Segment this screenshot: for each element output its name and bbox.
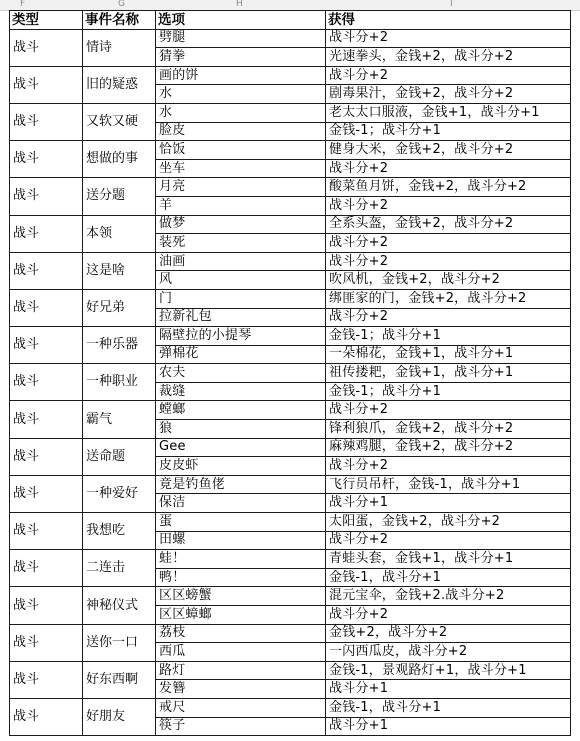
reward-cell[interactable]: 酸菜鱼月饼，金钱+2，战斗分+2 <box>326 178 571 197</box>
type-cell[interactable]: 战斗 <box>10 624 83 661</box>
option-cell[interactable]: 竟是钓鱼佬 <box>156 475 326 494</box>
reward-cell[interactable]: 老太太口服液，金钱+1，战斗分+1 <box>326 103 571 122</box>
table-row <box>10 215 571 234</box>
reward-cell[interactable]: 金钱-1；战斗分+1 <box>326 122 571 141</box>
reward-cell[interactable]: 战斗分+2 <box>326 196 571 215</box>
column-letter-h[interactable]: H <box>236 0 243 9</box>
header-row <box>10 11 571 30</box>
type-cell[interactable]: 战斗 <box>10 252 83 289</box>
option-cell[interactable]: 蛋 <box>156 513 326 532</box>
event-name-cell[interactable]: 送命题 <box>83 438 156 475</box>
reward-cell[interactable]: 祖传搂耙，金钱+1，战斗分+1 <box>326 364 571 383</box>
table-row <box>10 438 571 457</box>
option-cell[interactable]: 门 <box>156 289 326 308</box>
reward-cell[interactable]: 飞行员吊杆，金钱-1，战斗分+1 <box>326 475 571 494</box>
reward-cell[interactable]: 金钱-1，景观路灯+1，战斗分+1 <box>326 661 571 680</box>
event-table <box>9 10 571 736</box>
option-cell[interactable]: 劈腿 <box>156 29 326 48</box>
option-cell[interactable]: 风 <box>156 271 326 290</box>
option-cell[interactable]: 水 <box>156 103 326 122</box>
header-type[interactable]: 类型 <box>10 11 83 30</box>
header-reward[interactable]: 获得 <box>326 11 571 30</box>
table-row <box>10 327 571 346</box>
reward-cell[interactable]: 麻辣鸡腿，金钱+2，战斗分+2 <box>326 438 571 457</box>
reward-cell[interactable]: 金钱+2，战斗分+2 <box>326 624 571 643</box>
type-cell[interactable]: 战斗 <box>10 401 83 438</box>
reward-cell[interactable]: 战斗分+2 <box>326 159 571 178</box>
event-name-cell[interactable]: 情诗 <box>83 29 156 66</box>
reward-cell[interactable]: 青蛙头套，金钱+1，战斗分+1 <box>326 550 571 569</box>
event-name-cell[interactable]: 好朋友 <box>83 698 156 735</box>
event-name-cell[interactable]: 一种职业 <box>83 364 156 401</box>
table-row <box>10 364 571 383</box>
option-cell[interactable]: 皮皮虾 <box>156 457 326 476</box>
table-row <box>10 103 571 122</box>
type-cell[interactable]: 战斗 <box>10 438 83 475</box>
option-cell[interactable]: 做梦 <box>156 215 326 234</box>
table-row <box>10 587 571 606</box>
type-cell[interactable]: 战斗 <box>10 141 83 178</box>
event-name-cell[interactable]: 霸气 <box>83 401 156 438</box>
option-cell[interactable]: 裁缝 <box>156 382 326 401</box>
event-name-cell[interactable]: 送分题 <box>83 178 156 215</box>
type-cell[interactable]: 战斗 <box>10 364 83 401</box>
option-cell[interactable]: 恰饭 <box>156 141 326 160</box>
reward-cell[interactable]: 太阳蛋，金钱+2，战斗分+2 <box>326 513 571 532</box>
option-cell[interactable]: 蛙！ <box>156 550 326 569</box>
event-name-cell[interactable]: 我想吃 <box>83 513 156 550</box>
type-cell[interactable]: 战斗 <box>10 66 83 103</box>
event-name-cell[interactable]: 这是啥 <box>83 252 156 289</box>
reward-cell[interactable]: 战斗分+2 <box>326 308 571 327</box>
type-cell[interactable]: 战斗 <box>10 513 83 550</box>
event-name-cell[interactable]: 好东西啊 <box>83 661 156 698</box>
reward-cell[interactable]: 金钱-1，战斗分+1 <box>326 698 571 717</box>
event-name-cell[interactable]: 送你一口 <box>83 624 156 661</box>
column-letter-f[interactable]: F <box>20 0 26 9</box>
reward-cell[interactable]: 战斗分+1 <box>326 717 571 736</box>
reward-cell[interactable]: 战斗分+2 <box>326 66 571 85</box>
table-row <box>10 698 571 717</box>
option-cell[interactable]: 月亮 <box>156 178 326 197</box>
type-cell[interactable]: 战斗 <box>10 29 83 66</box>
option-cell[interactable]: 坐车 <box>156 159 326 178</box>
type-cell[interactable]: 战斗 <box>10 587 83 624</box>
option-cell[interactable]: Gee <box>156 438 326 457</box>
reward-cell[interactable]: 战斗分+1 <box>326 494 571 513</box>
reward-cell[interactable]: 健身大米，金钱+2，战斗分+2 <box>326 141 571 160</box>
table-row <box>10 401 571 420</box>
type-cell[interactable]: 战斗 <box>10 178 83 215</box>
reward-cell[interactable]: 一闪西瓜皮，战斗分+2 <box>326 643 571 662</box>
event-name-cell[interactable]: 本领 <box>83 215 156 252</box>
table-row <box>10 178 571 197</box>
option-cell[interactable]: 西瓜 <box>156 643 326 662</box>
table-row <box>10 29 571 48</box>
table-row <box>10 141 571 160</box>
option-cell[interactable]: 筷子 <box>156 717 326 736</box>
option-cell[interactable]: 脸皮 <box>156 122 326 141</box>
option-cell[interactable]: 区区螃蟹 <box>156 587 326 606</box>
reward-cell[interactable]: 战斗分+2 <box>326 401 571 420</box>
option-cell[interactable]: 路灯 <box>156 661 326 680</box>
header-event[interactable]: 事件名称 <box>83 11 156 30</box>
column-letter-g[interactable]: G <box>118 0 125 9</box>
reward-cell[interactable]: 剧毒果汁，金钱+2，战斗分+2 <box>326 85 571 104</box>
type-cell[interactable]: 战斗 <box>10 550 83 587</box>
event-name-cell[interactable]: 二连击 <box>83 550 156 587</box>
option-cell[interactable]: 画的饼 <box>156 66 326 85</box>
option-cell[interactable]: 装死 <box>156 234 326 253</box>
option-cell[interactable]: 螳螂 <box>156 401 326 420</box>
reward-cell[interactable]: 混元宝伞，金钱+2.战斗分+2 <box>326 587 571 606</box>
option-cell[interactable]: 拉新礼包 <box>156 308 326 327</box>
option-cell[interactable]: 田螺 <box>156 531 326 550</box>
type-cell[interactable]: 战斗 <box>10 475 83 512</box>
table-row <box>10 289 571 308</box>
type-cell[interactable]: 战斗 <box>10 698 83 735</box>
event-name-cell[interactable]: 想做的事 <box>83 141 156 178</box>
option-cell[interactable]: 猜拳 <box>156 48 326 67</box>
reward-cell[interactable]: 战斗分+2 <box>326 252 571 271</box>
event-name-cell[interactable]: 好兄弟 <box>83 289 156 326</box>
option-cell[interactable]: 鸭！ <box>156 568 326 587</box>
header-option[interactable]: 选项 <box>156 11 326 30</box>
option-cell[interactable]: 区区蟑螂 <box>156 606 326 625</box>
reward-cell[interactable]: 金钱-1，战斗分+1 <box>326 568 571 587</box>
table-row <box>10 624 571 643</box>
option-cell[interactable]: 隔壁拉的小提琴 <box>156 327 326 346</box>
table-row <box>10 66 571 85</box>
table-row <box>10 475 571 494</box>
reward-cell[interactable]: 战斗分+2 <box>326 531 571 550</box>
event-name-cell[interactable]: 一种爱好 <box>83 475 156 512</box>
event-name-cell[interactable]: 一种乐器 <box>83 327 156 364</box>
reward-cell[interactable]: 战斗分+2 <box>326 29 571 48</box>
table-row <box>10 513 571 532</box>
type-cell[interactable]: 战斗 <box>10 661 83 698</box>
table-body <box>10 29 571 736</box>
table-row <box>10 252 571 271</box>
table-row <box>10 550 571 569</box>
reward-cell[interactable]: 战斗分+2 <box>326 234 571 253</box>
option-cell[interactable]: 农夫 <box>156 364 326 383</box>
table-row <box>10 661 571 680</box>
column-letter-i[interactable]: I <box>450 0 453 9</box>
option-cell[interactable]: 狼 <box>156 420 326 439</box>
type-cell[interactable]: 战斗 <box>10 289 83 326</box>
option-cell[interactable]: 保洁 <box>156 494 326 513</box>
option-cell[interactable]: 发簪 <box>156 680 326 699</box>
type-cell[interactable]: 战斗 <box>10 215 83 252</box>
option-cell[interactable]: 水 <box>156 85 326 104</box>
option-cell[interactable]: 荔枝 <box>156 624 326 643</box>
reward-cell[interactable]: 光速拳头，金钱+2，战斗分+2 <box>326 48 571 67</box>
option-cell[interactable]: 羊 <box>156 196 326 215</box>
reward-cell[interactable]: 金钱-1；战斗分+1 <box>326 382 571 401</box>
event-name-cell[interactable]: 又软又硬 <box>83 103 156 140</box>
reward-cell[interactable]: 绑匪家的门，金钱+2，战斗分+2 <box>326 289 571 308</box>
reward-cell[interactable]: 一朵棉花，金钱+1，战斗分+1 <box>326 345 571 364</box>
option-cell[interactable]: 弹棉花 <box>156 345 326 364</box>
reward-cell[interactable]: 战斗分+1 <box>326 680 571 699</box>
type-cell[interactable]: 战斗 <box>10 103 83 140</box>
reward-cell[interactable]: 全系头盔，金钱+2，战斗分+2 <box>326 215 571 234</box>
option-cell[interactable]: 油画 <box>156 252 326 271</box>
reward-cell[interactable]: 战斗分+2 <box>326 457 571 476</box>
reward-cell[interactable]: 战斗分+2 <box>326 606 571 625</box>
reward-cell[interactable]: 金钱-1；战斗分+1 <box>326 327 571 346</box>
reward-cell[interactable]: 锋利狼爪，金钱+2，战斗分+2 <box>326 420 571 439</box>
reward-cell[interactable]: 吹风机，金钱+2，战斗分+2 <box>326 271 571 290</box>
option-cell[interactable]: 戒尺 <box>156 698 326 717</box>
event-name-cell[interactable]: 神秘仪式 <box>83 587 156 624</box>
event-name-cell[interactable]: 旧的疑惑 <box>83 66 156 103</box>
type-cell[interactable]: 战斗 <box>10 327 83 364</box>
